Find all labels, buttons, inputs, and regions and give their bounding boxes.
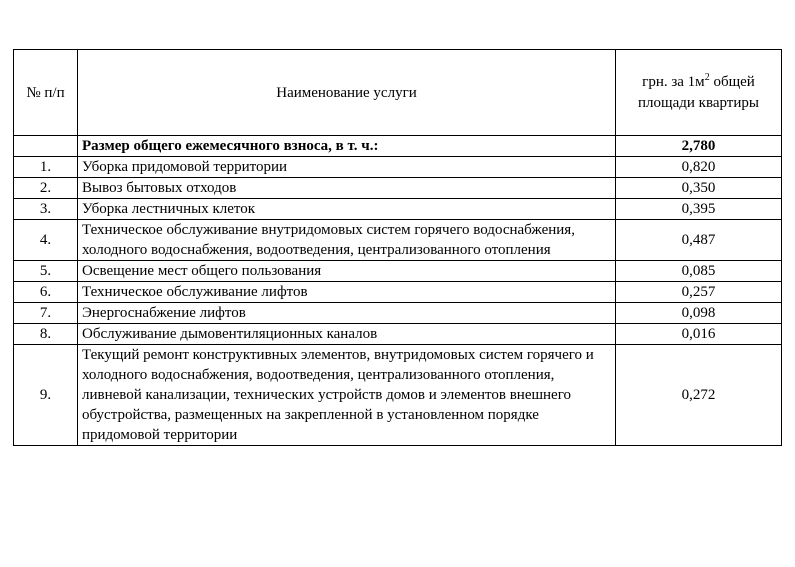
total-value: 2,780 — [616, 136, 782, 157]
table-header-row — [14, 50, 782, 136]
row-value: 0,085 — [616, 261, 782, 282]
row-num: 1. — [14, 157, 78, 178]
row-value: 0,272 — [616, 345, 782, 446]
row-value: 0,820 — [616, 157, 782, 178]
table-row — [14, 261, 782, 282]
header-service-name: Наименование услуги — [78, 50, 616, 136]
row-num: 9. — [14, 345, 78, 446]
row-value: 0,350 — [616, 178, 782, 199]
row-name: Вывоз бытовых отходов — [78, 178, 616, 199]
header-price-sup: 2 — [704, 71, 710, 83]
row-name: Обслуживание дымовентиляционных каналов — [78, 324, 616, 345]
row-value: 0,487 — [616, 220, 782, 261]
table-row — [14, 303, 782, 324]
row-num: 5. — [14, 261, 78, 282]
row-num: 7. — [14, 303, 78, 324]
row-num: 8. — [14, 324, 78, 345]
row-num: 4. — [14, 220, 78, 261]
table-row — [14, 220, 782, 261]
row-name: Освещение мест общего пользования — [78, 261, 616, 282]
row-name: Техническое обслуживание внутридомовых систем горячего водоснабжения, холодного водоснабжения, водоотведения, централизованного отопления — [78, 220, 616, 261]
row-num: 6. — [14, 282, 78, 303]
tariff-table — [13, 49, 782, 446]
row-value: 0,257 — [616, 282, 782, 303]
header-price-pre: грн. за 1м — [642, 73, 705, 90]
header-num: № п/п — [14, 50, 78, 136]
row-num: 2. — [14, 178, 78, 199]
total-name: Размер общего ежемесячного взноса, в т. ч.: — [78, 136, 616, 157]
row-value: 0,395 — [616, 199, 782, 220]
row-name: Энергоснабжение лифтов — [78, 303, 616, 324]
table-row — [14, 345, 782, 446]
row-name: Текущий ремонт конструктивных элементов, внутридомовых систем горячего и холодного водоснабжения, водоотведения, централизованного отопления, ливневой канализации, технических устройств домов и элементов внешнего обустройства, размещенных на закрепленной в установленном порядке придомовой территории — [78, 345, 616, 446]
table-row — [14, 199, 782, 220]
row-name: Уборка лестничных клеток — [78, 199, 616, 220]
row-value: 0,016 — [616, 324, 782, 345]
row-name: Уборка придомовой территории — [78, 157, 616, 178]
total-num — [14, 136, 78, 157]
row-num: 3. — [14, 199, 78, 220]
header-price-post: общей площади квартиры — [638, 73, 759, 111]
header-price — [616, 50, 782, 136]
total-row — [14, 136, 782, 157]
table-row — [14, 324, 782, 345]
row-value: 0,098 — [616, 303, 782, 324]
table-row — [14, 178, 782, 199]
table-row — [14, 157, 782, 178]
table-row — [14, 282, 782, 303]
row-name: Техническое обслуживание лифтов — [78, 282, 616, 303]
